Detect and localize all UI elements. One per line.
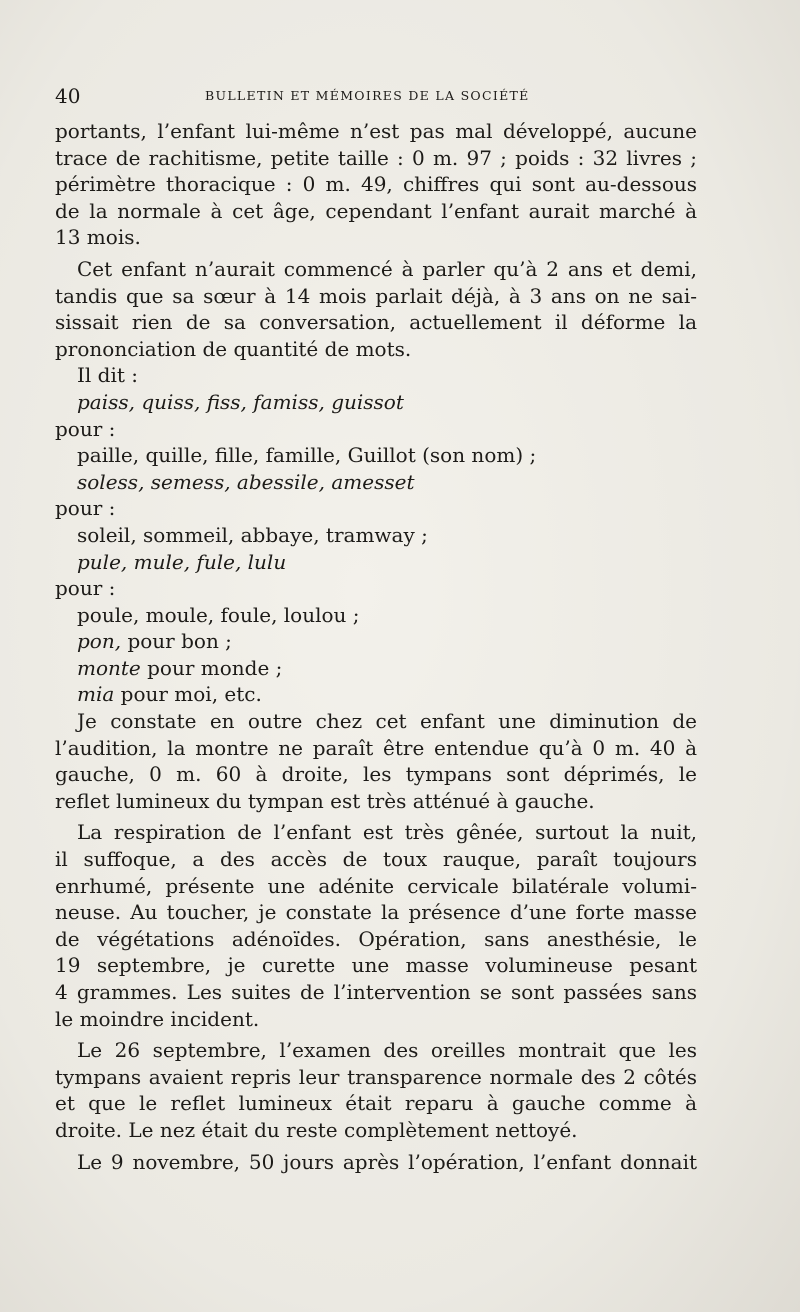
text-line: le moindre incident.	[55, 1006, 260, 1031]
text-line: sissait rien de sa conversation, actuellement il déforme la	[55, 310, 697, 335]
example-italic: pon,	[77, 629, 122, 654]
body-text	[55, 118, 697, 1175]
example-italic: pule, mule, fule, lulu	[77, 549, 287, 574]
text-line: enrhumé, présente une adénite cervicale bilatérale volumi-	[55, 873, 697, 898]
text-line: droite. Le nez était du reste complètement nettoyé.	[55, 1117, 578, 1142]
example-line	[55, 655, 697, 682]
text-line: gauche, 0 m. 60 à droite, les tympans sont déprimés, le	[55, 762, 697, 787]
example-line	[55, 628, 697, 655]
text-line: Le 9 novembre, 50 jours après l’opération, l’enfant donnait	[77, 1149, 697, 1174]
example-plain: soleil, sommeil, abbaye, tramway ;	[77, 522, 428, 547]
text-line: pour :	[55, 576, 116, 601]
text-line: neuse. Au toucher, je constate la présence d’une forte masse	[55, 900, 697, 925]
text-line: de la normale à cet âge, cependant l’enfant aurait marché à	[55, 198, 697, 223]
text-line: trace de rachitisme, petite taille : 0 m. 97 ; poids : 32 livres ;	[55, 145, 697, 170]
text-line: et que le reflet lumineux était reparu à gauche comme à	[55, 1091, 697, 1116]
text-line: Je constate en outre chez cet enfant une diminution de	[77, 709, 697, 734]
example-italic: soless, semess, abessile, amesset	[77, 469, 415, 494]
text-line: reflet lumineux du tympan est très atténué à gauche.	[55, 788, 595, 813]
example-plain: pour bon ;	[121, 629, 232, 654]
text-line: 19 septembre, je curette une masse volumineuse pesant	[55, 953, 697, 978]
running-title: BULLETIN ET MÉMOIRES DE LA SOCIÉTÉ	[205, 88, 530, 103]
example-italic: monte	[77, 655, 141, 680]
example-plain: pour monde ;	[140, 655, 283, 680]
text-line: tandis que sa sœur à 14 mois parlait déjà, à 3 ans on ne sai-	[55, 283, 697, 308]
text-line: périmètre thoracique : 0 m. 49, chiffres qui sont au-dessous	[55, 172, 697, 197]
text-line: 4 grammes. Les suites de l’intervention se sont passées sans	[55, 980, 697, 1004]
text-line: prononciation de quantité de mots.	[55, 336, 412, 361]
text-line: 13 mois.	[55, 225, 141, 250]
text-line: Le 26 septembre, l’examen des oreilles montrait que les	[77, 1038, 697, 1063]
page-header	[55, 80, 705, 110]
example-plain: paille, quille, fille, famille, Guillot (son nom) ;	[77, 443, 537, 468]
example-italic: mia	[77, 682, 115, 707]
example-plain: pour moi, etc.	[114, 682, 262, 707]
text-line: de végétations adénoïdes. Opération, sans anesthésie, le	[55, 926, 697, 951]
text-line: tympans avaient repris leur transparence normale des 2 côtés	[55, 1064, 697, 1089]
text-line: il suffoque, a des accès de toux rauque, paraît toujours	[55, 847, 697, 872]
example-plain: poule, moule, foule, loulou ;	[77, 602, 360, 627]
example-italic: paiss, quiss, fiss, famiss, guissot	[77, 389, 404, 414]
text-line: Il dit :	[77, 363, 138, 388]
text-line: La respiration de l’enfant est très gênée, surtout la nuit,	[77, 820, 697, 845]
text-line: pour :	[55, 496, 116, 521]
text-line: portants, l’enfant lui-même n’est pas mal développé, aucune	[55, 119, 697, 143]
text-line: l’audition, la montre ne paraît être entendue qu’à 0 m. 40 à	[55, 735, 697, 760]
text-line: pour :	[55, 416, 116, 441]
text-line: Cet enfant n’aurait commencé à parler qu’à 2 ans et demi,	[77, 256, 697, 281]
example-line	[55, 681, 697, 708]
page-number: 40	[55, 84, 81, 108]
